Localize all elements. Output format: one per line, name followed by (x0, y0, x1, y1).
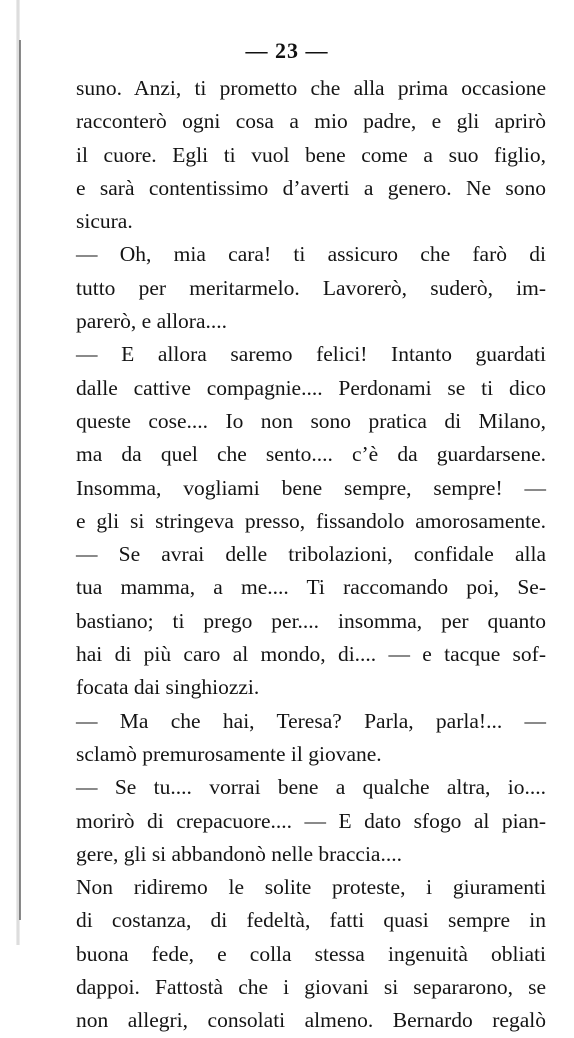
text-line: e gli si stringeva presso, fissandolo amorosamente. (76, 508, 546, 533)
text-line: hai di più caro al mondo, di.... — e tacque sof- (76, 642, 546, 667)
text-line: non allegri, consolati almeno. Bernardo regalò (76, 1008, 546, 1033)
text-line: e sarà contentissimo d’averti a genero. Ne sono (76, 175, 546, 200)
text-line: racconterò ogni cosa a mio padre, e gli aprirò (76, 109, 546, 134)
text-line: di costanza, di fedeltà, fatti quasi sempre in (76, 908, 546, 933)
text-line: il cuore. Egli ti vuol bene come a suo figlio, (76, 142, 546, 167)
text-line: suno. Anzi, ti prometto che alla prima occasione (76, 76, 546, 100)
text-line: sclamò premurosamente il giovane. (76, 741, 382, 766)
text-line: — Se avrai delle tribolazioni, confidale alla (76, 542, 546, 567)
text-line: — Ma che hai, Teresa? Parla, parla!... — (76, 708, 546, 733)
text-line: tutto per meritarmelo. Lavorerò, suderò, im- (76, 275, 546, 300)
page-binding-shadow (19, 40, 21, 920)
text-line: queste cose.... Io non sono pratica di Milano, (76, 408, 546, 433)
text-line: buona fede, e colla stessa ingenuità obliati (76, 941, 546, 966)
text-line: — Se tu.... vorrai bene a qualche altra, io.... (76, 775, 546, 800)
text-line: dappoi. Fattostà che i giovani si separarono, se (76, 975, 546, 1000)
text-line: bastiano; ti prego per.... insomma, per quanto (76, 608, 546, 633)
text-line: focata dai singhiozzi. (76, 675, 260, 700)
text-line: — E allora saremo felici! Intanto guardati (76, 342, 546, 367)
text-line: gere, gli si abbandonò nelle braccia.... (76, 841, 402, 866)
text-line: tua mamma, a me.... Ti raccomando poi, Se- (76, 575, 546, 600)
text-line: morirò di crepacuore.... — E dato sfogo al pian- (76, 808, 546, 833)
page-number: — 23 — (245, 38, 329, 63)
text-line: sicura. (76, 209, 133, 234)
text-line: — Oh, mia cara! ti assicuro che farò di (76, 242, 546, 267)
text-line: parerò, e allora.... (76, 309, 228, 334)
text-line: Insomma, vogliami bene sempre, sempre! — (76, 475, 546, 500)
body-text (76, 72, 546, 1038)
text-line: dalle cattive compagnie.... Perdonami se ti dico (76, 375, 546, 400)
text-line: ma da quel che sento.... c’è da guardarsene. (76, 442, 546, 467)
text-line: Non ridiremo le solite proteste, i giuramenti (76, 875, 546, 900)
